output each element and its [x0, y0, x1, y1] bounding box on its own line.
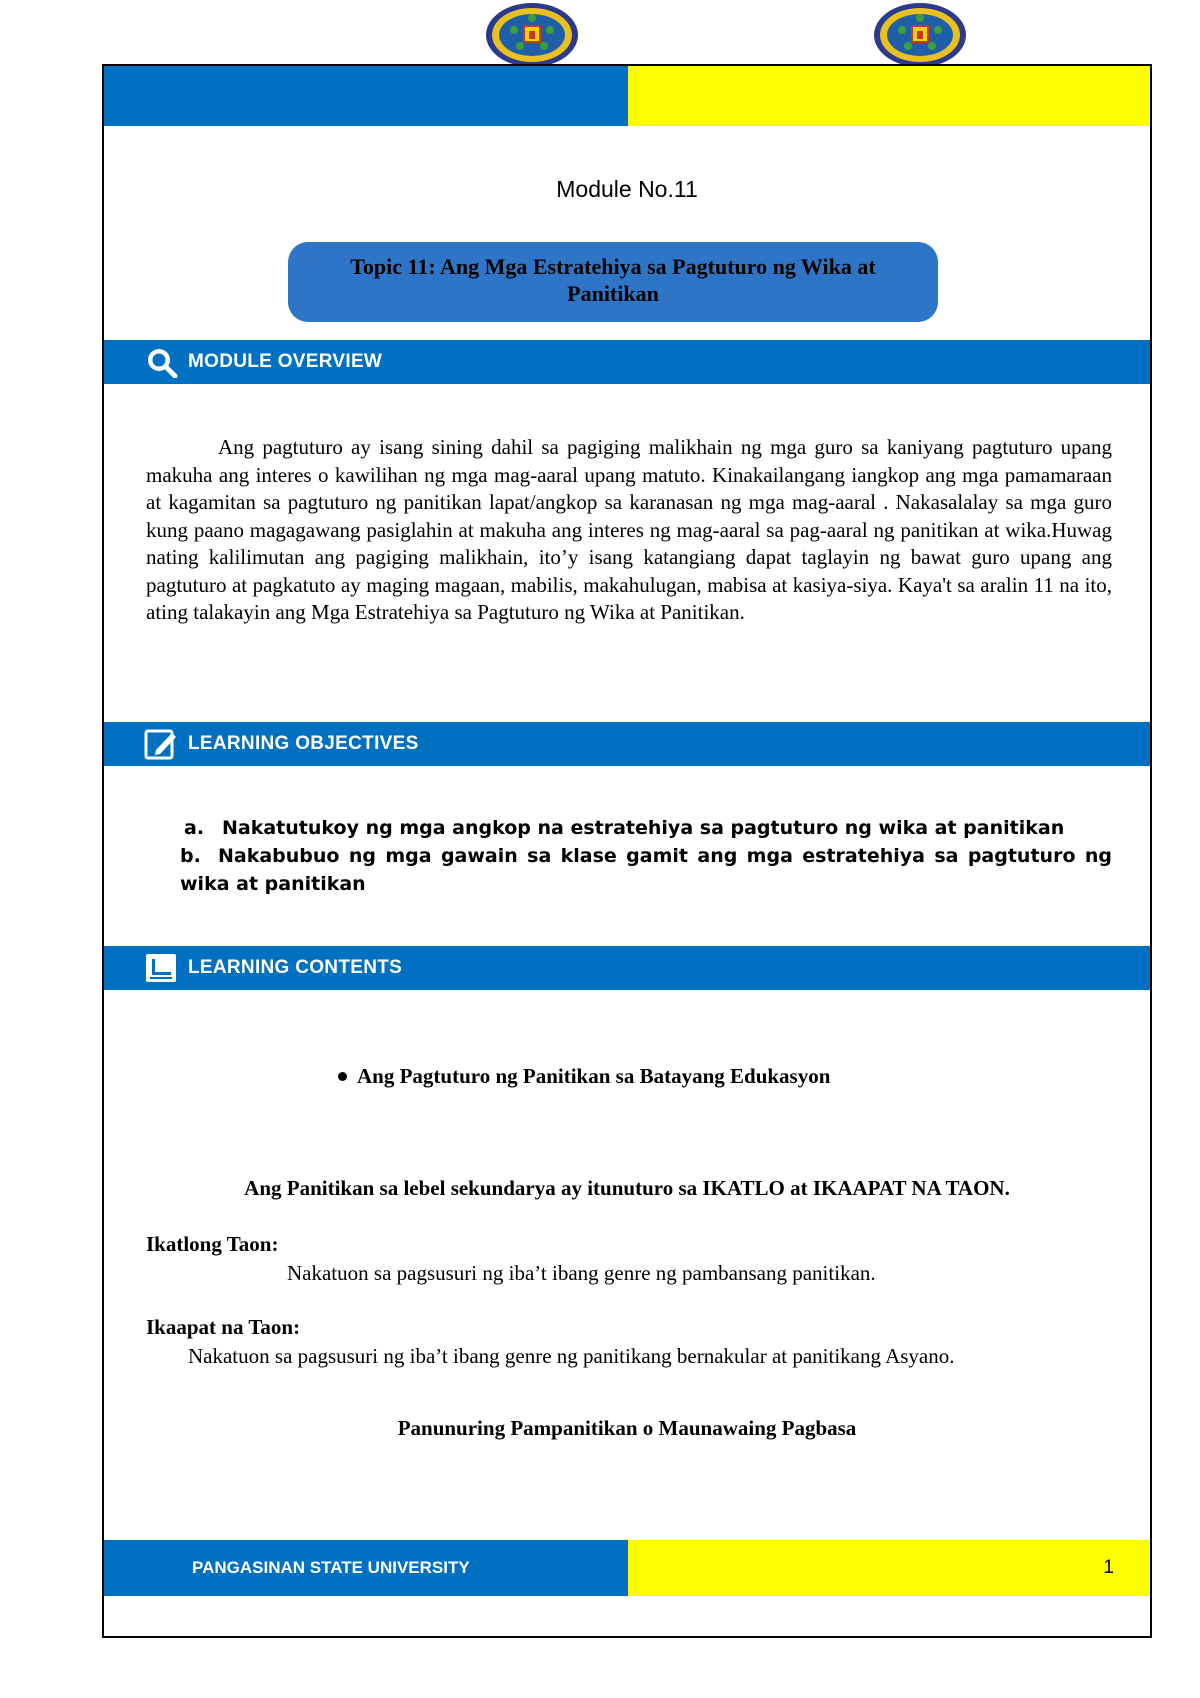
learning-objectives-header — [104, 722, 1150, 766]
pencil-edit-icon — [144, 728, 178, 760]
header-band-yellow — [628, 66, 1150, 126]
objective-marker: a. — [184, 817, 205, 839]
footer-university-name: PANGASINAN STATE UNIVERSITY — [192, 1558, 470, 1577]
content-bullet-item — [357, 1064, 830, 1089]
bullet-dot — [338, 1072, 347, 1081]
learning-contents-title: LEARNING CONTENTS — [188, 957, 403, 978]
topic-title: Topic 11: Ang Mga Estratehiya sa Pagtuturo ng Wika at Panitikan — [350, 254, 876, 306]
book-icon — [144, 952, 178, 984]
module-number: Module No.11 — [556, 176, 698, 202]
fourth-year-description: Nakatuon sa pagsusuri ng iba’t ibang genre ng panitikang bernakular at panitikang Asyano. — [188, 1344, 955, 1368]
objective-item — [180, 814, 1112, 842]
page-number: 1 — [1103, 1557, 1114, 1578]
module-overview-text: Ang pagtuturo ay isang sining dahil sa pagiging malikhain ng mga guro sa kaniyang pagtuturo upang makuha ang interes o kawilihan ng mga mag-aaral upang matuto. Kinakailangang iangkop ang mga pamamaraan at kagamitan sa pagtuturo ng panitikan lapat/angkop sa karanasan ng mga mag-aaral . Nakasalalay sa mga guro kung paano magagawang pasiglahin at makuha ang interes ng mag-aaral sa pag-aaral ng panitikan at wika.Huwag nating kalilimutan ang pagiging malikhain, ito’y isang katangiang dapat taglayin ng bawat guro upang ang pagtuturo at pagkatuto ay maging magaan, mabilis, makahulugan, mabisa at kasiya-siya. Kaya't sa aralin 11 na ito, ating talakayin ang Mga Estratehiya sa Pagtuturo ng Wika at Panitikan. — [146, 435, 1112, 624]
objective-item — [180, 842, 1112, 898]
university-seal-icon-right — [872, 2, 968, 68]
header-color-band — [104, 66, 1150, 126]
module-overview-header — [104, 340, 1150, 384]
closing-heading: Panunuring Pampanitikan o Maunawaing Pagbasa — [397, 1416, 857, 1440]
third-year-title: Ikatlong Taon: — [146, 1232, 279, 1256]
footer-band-blue — [104, 1540, 628, 1596]
secondary-level-heading: Ang Panitikan sa lebel sekundarya ay itunuturo sa IKATLO at IKAAPAT NA TAON. — [244, 1176, 1010, 1200]
objective-text: Nakabubuo ng mga gawain sa klase gamit ang mga estratehiya sa pagtuturo ng wika at panitikan — [180, 845, 1112, 895]
third-year-description: Nakatuon sa pagsusuri ng iba’t ibang genre ng pambansang panitikan. — [287, 1261, 876, 1285]
topic-title-box — [288, 242, 938, 322]
objective-text: Nakatutukoy ng mga angkop na estratehiya sa pagtuturo ng wika at panitikan — [222, 817, 1065, 839]
header-band-blue — [104, 66, 628, 126]
learning-contents-header — [104, 946, 1150, 990]
content-bullet-text: Ang Pagtuturo ng Panitikan sa Batayang Edukasyon — [357, 1064, 831, 1088]
module-overview-title: MODULE OVERVIEW — [188, 351, 383, 372]
footer-band-yellow — [628, 1540, 1150, 1596]
footer-band — [104, 1540, 1150, 1596]
objective-marker: b. — [180, 845, 201, 867]
magnifier-icon — [144, 346, 178, 378]
learning-objectives-title: LEARNING OBJECTIVES — [188, 733, 419, 754]
university-seal-icon-left — [484, 2, 580, 68]
fourth-year-title: Ikaapat na Taon: — [146, 1315, 301, 1339]
learning-objectives-list — [180, 814, 1112, 898]
module-page-frame — [102, 64, 1152, 1638]
